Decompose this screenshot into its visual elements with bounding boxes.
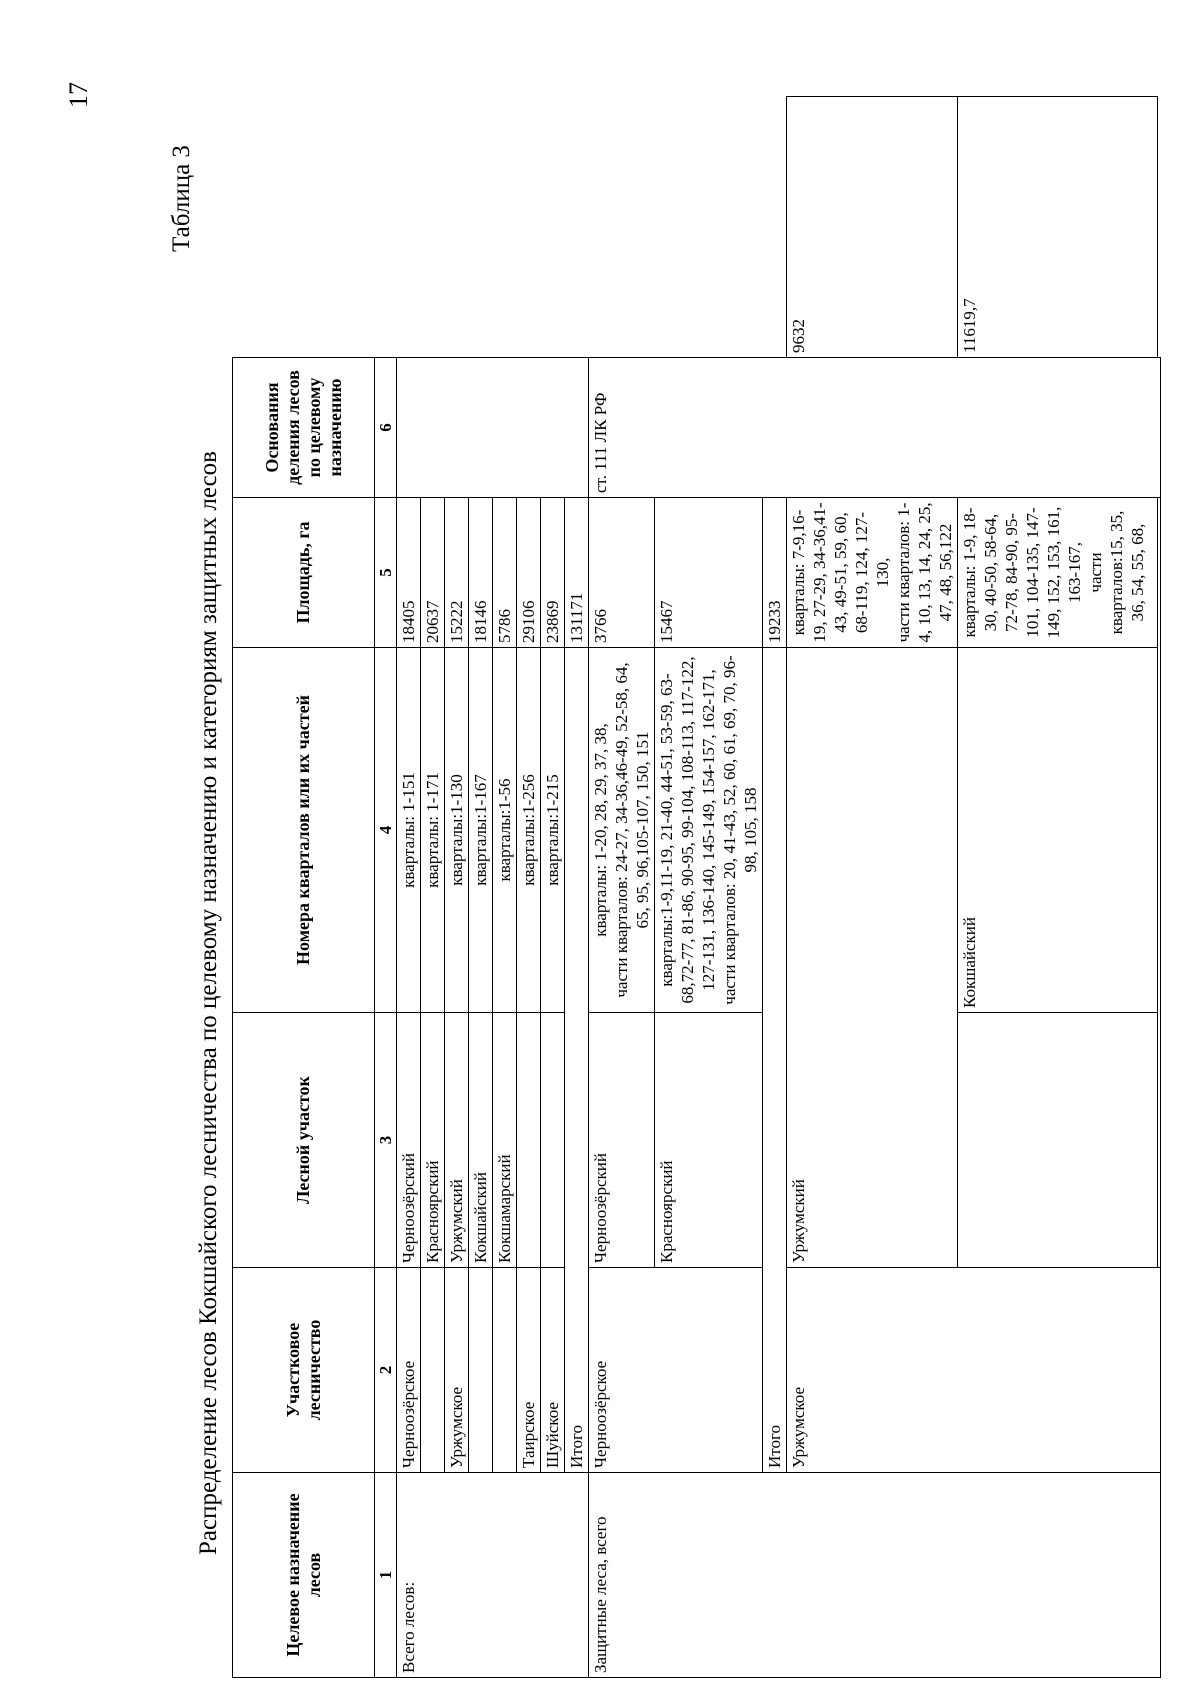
table-title: Распределение лесов Кокшайского лесничества по целевому назначению и категориям защитных лесов	[195, 451, 222, 1555]
district-cell	[469, 1268, 493, 1473]
table-row	[493, 97, 517, 1678]
quarters-cell: кварталы:1-215	[541, 648, 565, 1013]
plot-cell: Красноярский	[655, 1013, 763, 1268]
column-number: 5	[375, 498, 397, 648]
page-number: 17	[64, 82, 93, 108]
area-cell: 5786	[493, 498, 517, 648]
plot-cell	[541, 1013, 565, 1268]
quarters-cell: кварталы: 1-20, 28, 29, 37, 38, части кварталов: 24-27, 34-36,46-49, 52-58, 64, 65, 95, 96,105-107, 150, 151	[589, 648, 655, 1013]
table-row	[445, 97, 469, 1678]
district-cell	[421, 1268, 445, 1473]
quarters-cell: кварталы: 7-9,16-19, 27-29, 34-36,41-43, 49-51, 59, 60, 68-119, 124, 127-130, части кварталов: 1-4, 10, 13, 14, 24, 25, 47, 48, 56,122	[787, 498, 958, 648]
area-cell: 23869	[541, 498, 565, 648]
table-row	[397, 97, 421, 1678]
area-cell: 20637	[421, 498, 445, 648]
plot-cell: Черноозёрский	[589, 1013, 655, 1268]
area-cell: 15222	[445, 498, 469, 648]
plot-cell	[517, 1013, 541, 1268]
header-quarters: Номера кварталов или их частей	[233, 648, 375, 1013]
total-area: 131171	[565, 498, 589, 648]
column-number: 1	[375, 1473, 397, 1678]
district-cell: Шуйское	[541, 1268, 565, 1473]
total-label: Итого	[763, 648, 787, 1473]
area-cell: 9632	[787, 97, 958, 358]
quarters-cell: кварталы:1-130	[445, 648, 469, 1013]
purpose-cell: Защитные леса, всего	[589, 1473, 1161, 1678]
quarters-cell: кварталы:1-56	[493, 648, 517, 1013]
plot-cell: Кокшайский	[469, 1013, 493, 1268]
total-label: Итого	[565, 648, 589, 1473]
table-row	[541, 97, 565, 1678]
total-area: 19233	[763, 498, 787, 648]
area-cell: 3766	[589, 498, 655, 648]
header-purpose: Целевое назначение лесов	[233, 1473, 375, 1678]
district-cell: Таирское	[517, 1268, 541, 1473]
header-area: Площадь, га	[233, 498, 375, 648]
quarters-cell: кварталы:1-167	[469, 648, 493, 1013]
quarters-cell: кварталы: 1-171	[421, 648, 445, 1013]
district-cell	[493, 1268, 517, 1473]
spacer-cell	[1158, 358, 1161, 1268]
table-row	[469, 97, 493, 1678]
total-row	[565, 97, 589, 1678]
plot-cell: Кокшайский	[958, 648, 1158, 1013]
table-row	[787, 97, 958, 1678]
quarters-cell: кварталы: 1-9, 18-30, 40-50, 58-64, 72-78, 84-90, 95-101, 104-135, 147-149, 152, 153, 161, 163-167, части кварталов:15, 35, 36, 54, 55, 68,	[958, 498, 1158, 648]
plot-cell: Уржумский	[445, 1013, 469, 1268]
area-cell: 29106	[517, 498, 541, 648]
column-number: 4	[375, 648, 397, 1013]
district-cell: Уржумское	[787, 1268, 1161, 1473]
purpose-cell: Всего лесов:	[397, 1473, 589, 1678]
column-number: 6	[375, 358, 397, 498]
quarters-cell: кварталы:1-256	[517, 648, 541, 1013]
forest-distribution-table	[232, 96, 1161, 1678]
district-cell: Уржумское	[445, 1268, 469, 1473]
table-row	[421, 97, 445, 1678]
quarters-cell: кварталы:1-9,11-19, 21-40, 44-51, 53-59, 63-68,72-77, 81-86, 90-95, 99-104, 108-113, 117-122, 127-131, 136-140, 145-149, 154-157, 162-171, части кварталов: 20, 41-43, 52, 60, 61, 69, 70, 96-98, 105, 158	[655, 648, 763, 1013]
area-cell: 18405	[397, 498, 421, 648]
area-cell: 18146	[469, 498, 493, 648]
area-cell: 11619,7	[958, 97, 1158, 358]
header-basis: Основания деления лесов по целевому назначению	[233, 358, 375, 498]
column-number: 2	[375, 1268, 397, 1473]
spacer-cell	[958, 1013, 1158, 1268]
header-plot: Лесной участок	[233, 1013, 375, 1268]
quarters-cell: кварталы: 1-151	[397, 648, 421, 1013]
table-row	[517, 97, 541, 1678]
district-cell: Черноозёрское	[589, 1268, 763, 1473]
column-number-row	[375, 97, 397, 1678]
basis-cell	[397, 358, 589, 498]
plot-cell: Уржумский	[787, 648, 958, 1268]
rotated-table-wrapper	[232, 96, 1147, 1678]
basis-cell: ст. 111 ЛК РФ	[589, 358, 1161, 498]
table-label: Таблица 3	[168, 145, 195, 252]
column-number: 3	[375, 1013, 397, 1268]
header-district: Участковое лесничество	[233, 1268, 375, 1473]
plot-cell: Красноярский	[421, 1013, 445, 1268]
table-row	[589, 97, 655, 1678]
district-cell: Черноозёрское	[397, 1268, 421, 1473]
area-cell: 15467	[655, 498, 763, 648]
plot-cell: Кокшамарский	[493, 1013, 517, 1268]
plot-cell: Черноозёрский	[397, 1013, 421, 1268]
header-row	[233, 97, 375, 1678]
total-row	[763, 97, 787, 1678]
